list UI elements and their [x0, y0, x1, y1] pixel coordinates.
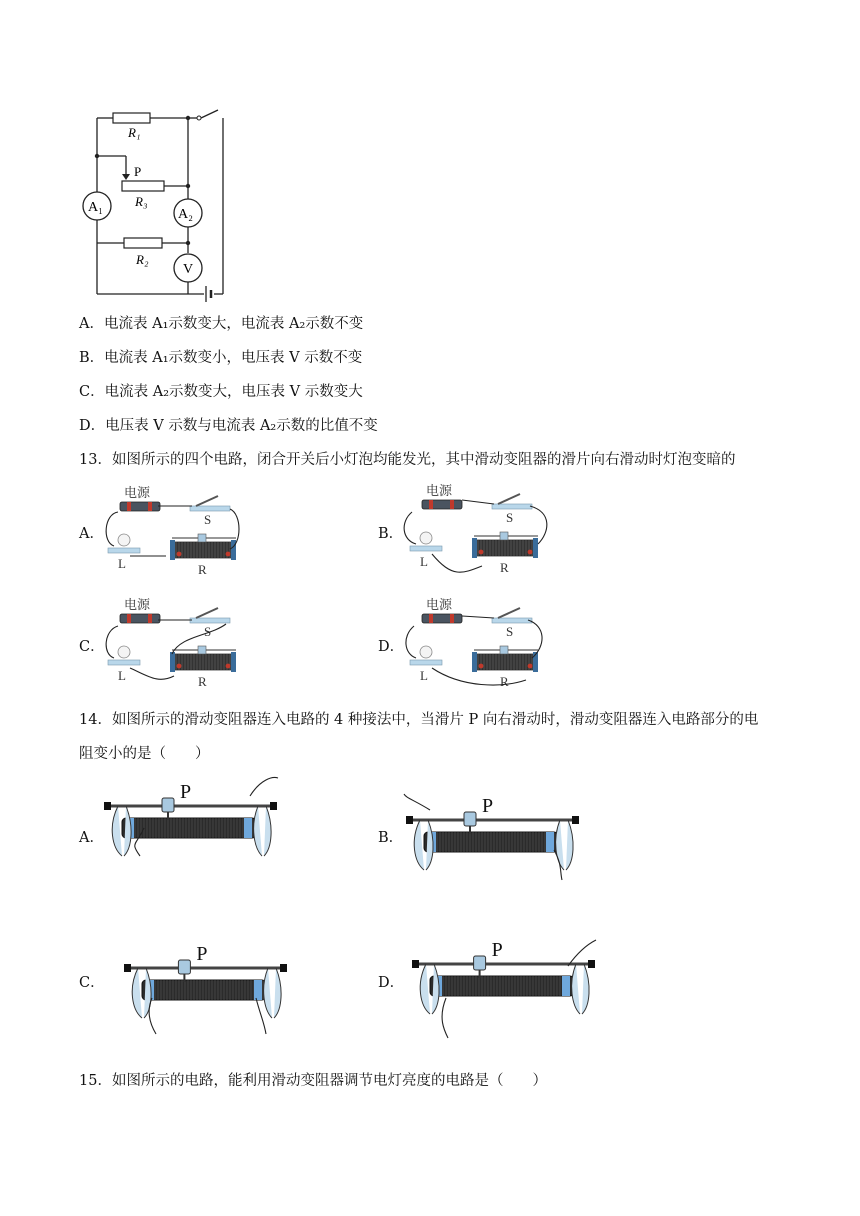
q13-circuit-c: [100, 596, 250, 700]
a2-label: A₂: [178, 207, 193, 222]
q14-option-b-label: B．: [378, 830, 404, 846]
q12-option-b: B．电流表 A₁示数变小，电压表 V 示数不变: [79, 350, 363, 366]
power-supply-label: 电源: [124, 597, 151, 612]
lamp-label: L: [118, 556, 126, 571]
q12-option-c: C．电流表 A₂示数变大，电压表 V 示数变大: [79, 384, 363, 400]
rheostat-label: R: [198, 562, 207, 577]
switch-label: S: [506, 624, 514, 639]
slider-p-label: P: [482, 795, 494, 817]
q13-circuit-svg: [402, 596, 552, 696]
q13-circuit-d: [402, 596, 552, 700]
q12-option-a: A．电流表 A₁示数变大，电流表 A₂示数不变: [79, 316, 364, 332]
q12-circuit-diagram: [80, 100, 240, 305]
q15-stem: 15．如图所示的电路，能利用滑动变阻器调节电灯亮度的电路是（ ）: [79, 1073, 547, 1089]
q14-rheostat-svg: [100, 776, 290, 866]
q14-rheostat-svg: [408, 934, 608, 1050]
q13-circuit-svg: [402, 482, 552, 582]
switch-label: S: [506, 510, 514, 525]
q14-option-c-label: C．: [79, 975, 105, 991]
power-supply-label: 电源: [426, 483, 453, 498]
q14-option-d-label: D．: [378, 975, 405, 991]
q13-circuit-svg: [100, 484, 250, 584]
q13-option-c-label: C．: [79, 639, 105, 655]
rheostat-label: R: [198, 674, 207, 689]
lamp-label: L: [420, 554, 428, 569]
q14-rheostat-c: [120, 938, 300, 1052]
v-label: V: [183, 262, 194, 277]
r2-label: R₂: [136, 252, 149, 267]
r3-label: R₃: [135, 194, 148, 209]
q14-stem-line1: 14．如图所示的滑动变阻器连入电路的 4 种接法中，当滑片 P 向右滑动时，滑动变阻器连入电路部分的电: [79, 712, 759, 728]
q13-option-a-label: A．: [79, 526, 104, 542]
q14-stem-line2: 阻变小的是（ ）: [79, 746, 210, 762]
q13-option-d-label: D．: [378, 639, 405, 655]
lamp-label: L: [420, 668, 428, 683]
p-label: P: [134, 164, 142, 179]
slider-p-label: P: [180, 781, 192, 803]
power-supply-label: 电源: [426, 597, 453, 612]
q13-option-b-label: B．: [378, 526, 404, 542]
q13-circuit-b: [402, 482, 552, 586]
q14-rheostat-a: [100, 776, 290, 870]
switch-label: S: [204, 624, 212, 639]
slider-p-label: P: [196, 943, 208, 965]
q14-rheostat-svg: [120, 938, 300, 1048]
power-supply-label: 电源: [124, 485, 151, 500]
q13-stem: 13．如图所示的四个电路，闭合开关后小灯泡均能发光，其中滑动变阻器的滑片向右滑动时灯泡变暗的: [79, 452, 736, 468]
slider-p-label: P: [491, 939, 503, 961]
rheostat-label: R: [500, 674, 509, 689]
q14-rheostat-svg: [402, 790, 592, 890]
q14-rheostat-d: [408, 934, 608, 1054]
q12-option-d: D．电压表 V 示数与电流表 A₂示数的比值不变: [79, 418, 378, 434]
q13-circuit-a: [100, 484, 250, 588]
switch-label: S: [204, 512, 212, 527]
rheostat-label: R: [500, 560, 509, 575]
a1-label: A₁: [88, 200, 103, 215]
q13-circuit-svg: [100, 596, 250, 696]
q14-option-a-label: A．: [79, 830, 104, 846]
q14-rheostat-b: [402, 790, 592, 894]
lamp-label: L: [118, 668, 126, 683]
r1-label: R₁: [128, 125, 141, 140]
